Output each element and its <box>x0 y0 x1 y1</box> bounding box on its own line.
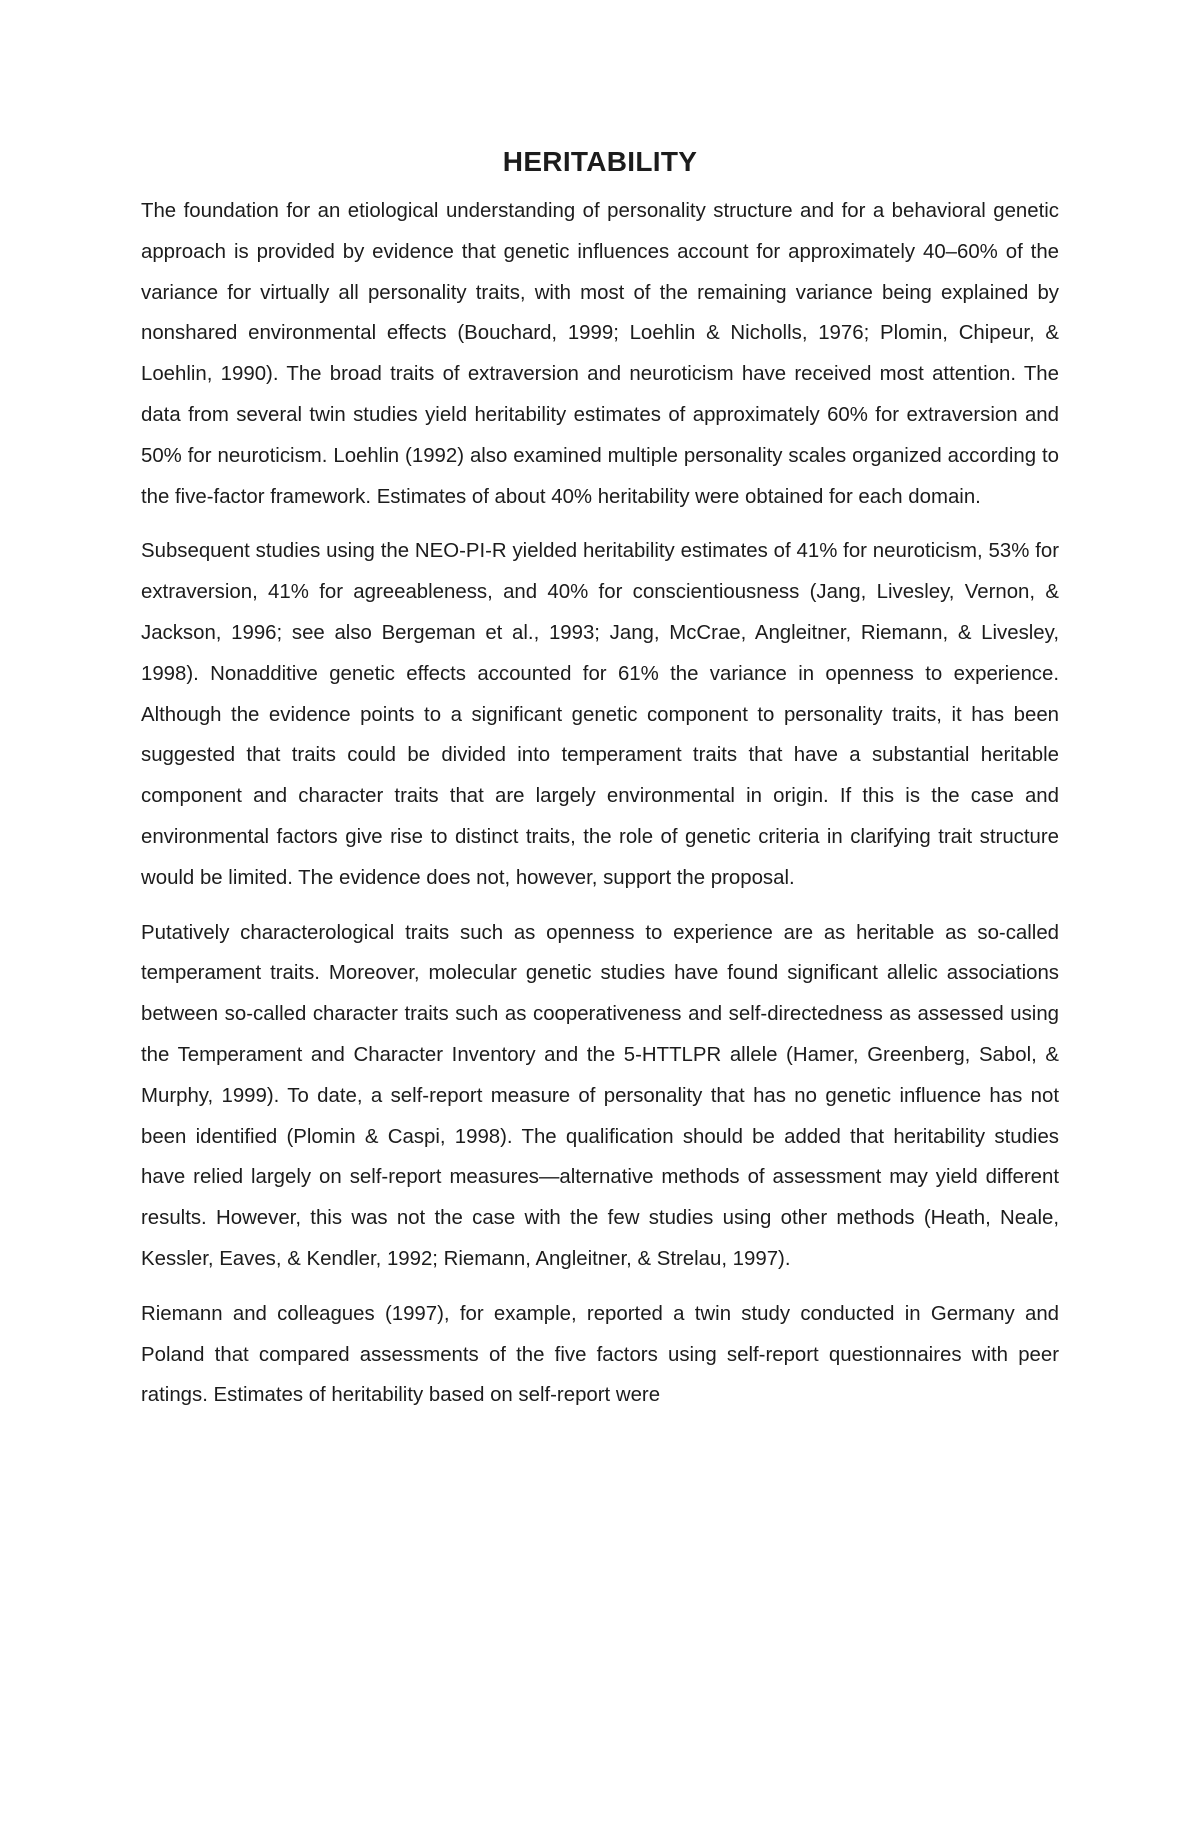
document-page <box>141 0 1059 1835</box>
paragraph-2: Subsequent studies using the NEO-PI-R yielded heritability estimates of 41% for neuroticism, 53% for extraversion, 41% for agreeableness, and 40% for conscientiousness (Jang, Livesley, Vernon, & Jackson, 1996; see also Bergeman et al., 1993; Jang, McCrae, Angleitner, Riemann, & Livesley, 1998). Nonadditive genetic effects accounted for 61% the variance in openness to experience. Although the evidence points to a significant genetic component to personality traits, it has been suggested that traits could be divided into temperament traits that have a substantial heritable component and character traits that are largely environmental in origin. If this is the case and environmental factors give rise to distinct traits, the role of genetic criteria in clarifying trait structure would be limited. The evidence does not, however, support the proposal. <box>141 540 1059 889</box>
page-title: HERITABILITY <box>502 146 698 177</box>
paragraph-1: The foundation for an etiological understanding of personality structure and for a behavioral genetic approach is provided by evidence that genetic influences account for approximately 40–60% of the variance for virtually all personality traits, with most of the remaining variance being explained by nonshared environmental effects (Bouchard, 1999; Loehlin & Nicholls, 1976; Plomin, Chipeur, & Loehlin, 1990). The broad traits of extraversion and neuroticism have received most attention. The data from several twin studies yield heritability estimates of approximately 60% for extraversion and 50% for neuroticism. Loehlin (1992) also examined multiple personality scales organized according to the five-factor framework. Estimates of about 40% heritability were obtained for each domain. <box>141 200 1059 508</box>
paragraph-4: Riemann and colleagues (1997), for example, reported a twin study conducted in Germany and Poland that compared assessments of the five factors using self-report questionnaires with peer ratings. Estimates of heritability based on self-report were <box>141 1302 1059 1407</box>
paragraph-3: Putatively characterological traits such as openness to experience are as heritable as so-called temperament traits. Moreover, molecular genetic studies have found significant allelic associations between so-called character traits such as cooperativeness and self-directedness as assessed using the Temperament and Character Inventory and the 5-HTTLPR allele (Hamer, Greenberg, Sabol, & Murphy, 1999). To date, a self-report measure of personality that has no genetic influence has not been identified (Plomin & Caspi, 1998). The qualification should be added that heritability studies have relied largely on self-report measures—alternative methods of assessment may yield different results. However, this was not the case with the few studies using other methods (Heath, Neale, Kessler, Eaves, & Kendler, 1992; Riemann, Angleitner, & Strelau, 1997). <box>141 921 1059 1270</box>
